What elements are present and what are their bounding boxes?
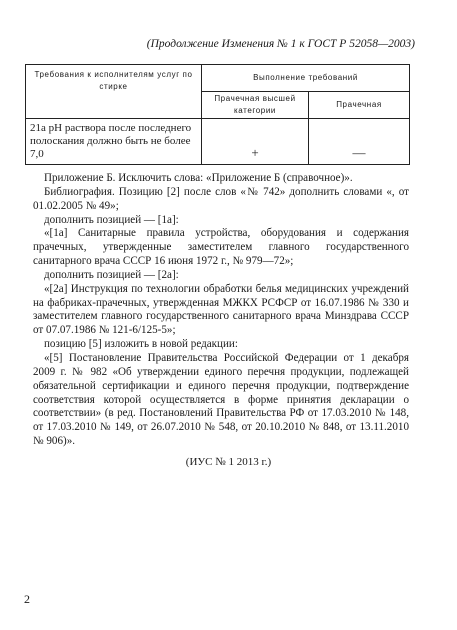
column-header-fulfillment: Выполнение требований: [202, 65, 410, 92]
paragraph-ref-2a: «[2а] Инструкция по технологии обработки белья медицинских учреждений на фабриках-прачечных, утвержденная МЖКХ РСФСР от 16.07.1986 № 330 и заместителем главного государственного санитарного врача Минздрава СССР от 07.07.1986 № 121-6/125-5»;: [33, 282, 409, 337]
paragraph-add-2a: дополнить позицией — [2а]:: [44, 268, 179, 281]
paragraph-appendix: Приложение Б. Исключить слова: «Приложение Б (справочное)».: [44, 172, 353, 184]
subheader-highest-category: Прачечная высшей категории: [202, 92, 309, 119]
source-reference: (ИУС № 1 2013 г.): [185, 456, 272, 468]
paragraph-ref-1a: «[1а] Санитарные правила устройства, оборудования и содержания прачечных, утвержденные заместителем главного государственного санитарного врача СССР 16 июня 1972 г., № 979—72»;: [33, 227, 409, 268]
table-row: [26, 119, 410, 165]
requirements-table: [25, 64, 410, 165]
column-header-requirements: Требования к исполнителям услуг по стирке: [26, 65, 202, 119]
laundry-mark: —: [309, 119, 410, 165]
highest-category-mark: +: [202, 119, 309, 165]
paragraph-add-1a: дополнить позицией — [1а]:: [44, 213, 179, 226]
paragraph-ref-5: «[5] Постановление Правительства Российской Федерации от 1 декабря 2009 г. № 982 «Об утверждении единого перечня продукции, подлежащей обязательной сертификации и единого перечня продукции, подтверждение соответствия которой осуществляется в форме принятия декларации о соответствии» (в ред. Постановлений Правительства РФ от 17.03.2010 № 148, от 17.03.2010 № 149, от 26.07.2010 № 548, от 20.10.2010 № 848, от 13.11.2010 № 906)».: [33, 351, 409, 448]
subheader-laundry: Прачечная: [309, 92, 410, 119]
paragraph-bibliography: Библиография. Позицию [2] после слов «№ 742» дополнить словами «, от 01.02.2005 № 49»;: [33, 185, 409, 212]
paragraph-revise-5: позицию [5] изложить в новой редакции:: [44, 338, 238, 351]
amendment-text: [33, 172, 409, 449]
requirement-cell: 21а рН раствора после последнего полоскания должно быть не более 7,0: [26, 119, 202, 165]
page-number: 2: [24, 592, 30, 606]
running-header: (Продолжение Изменения № 1 к ГОСТ Р 52058—2003): [146, 38, 415, 50]
